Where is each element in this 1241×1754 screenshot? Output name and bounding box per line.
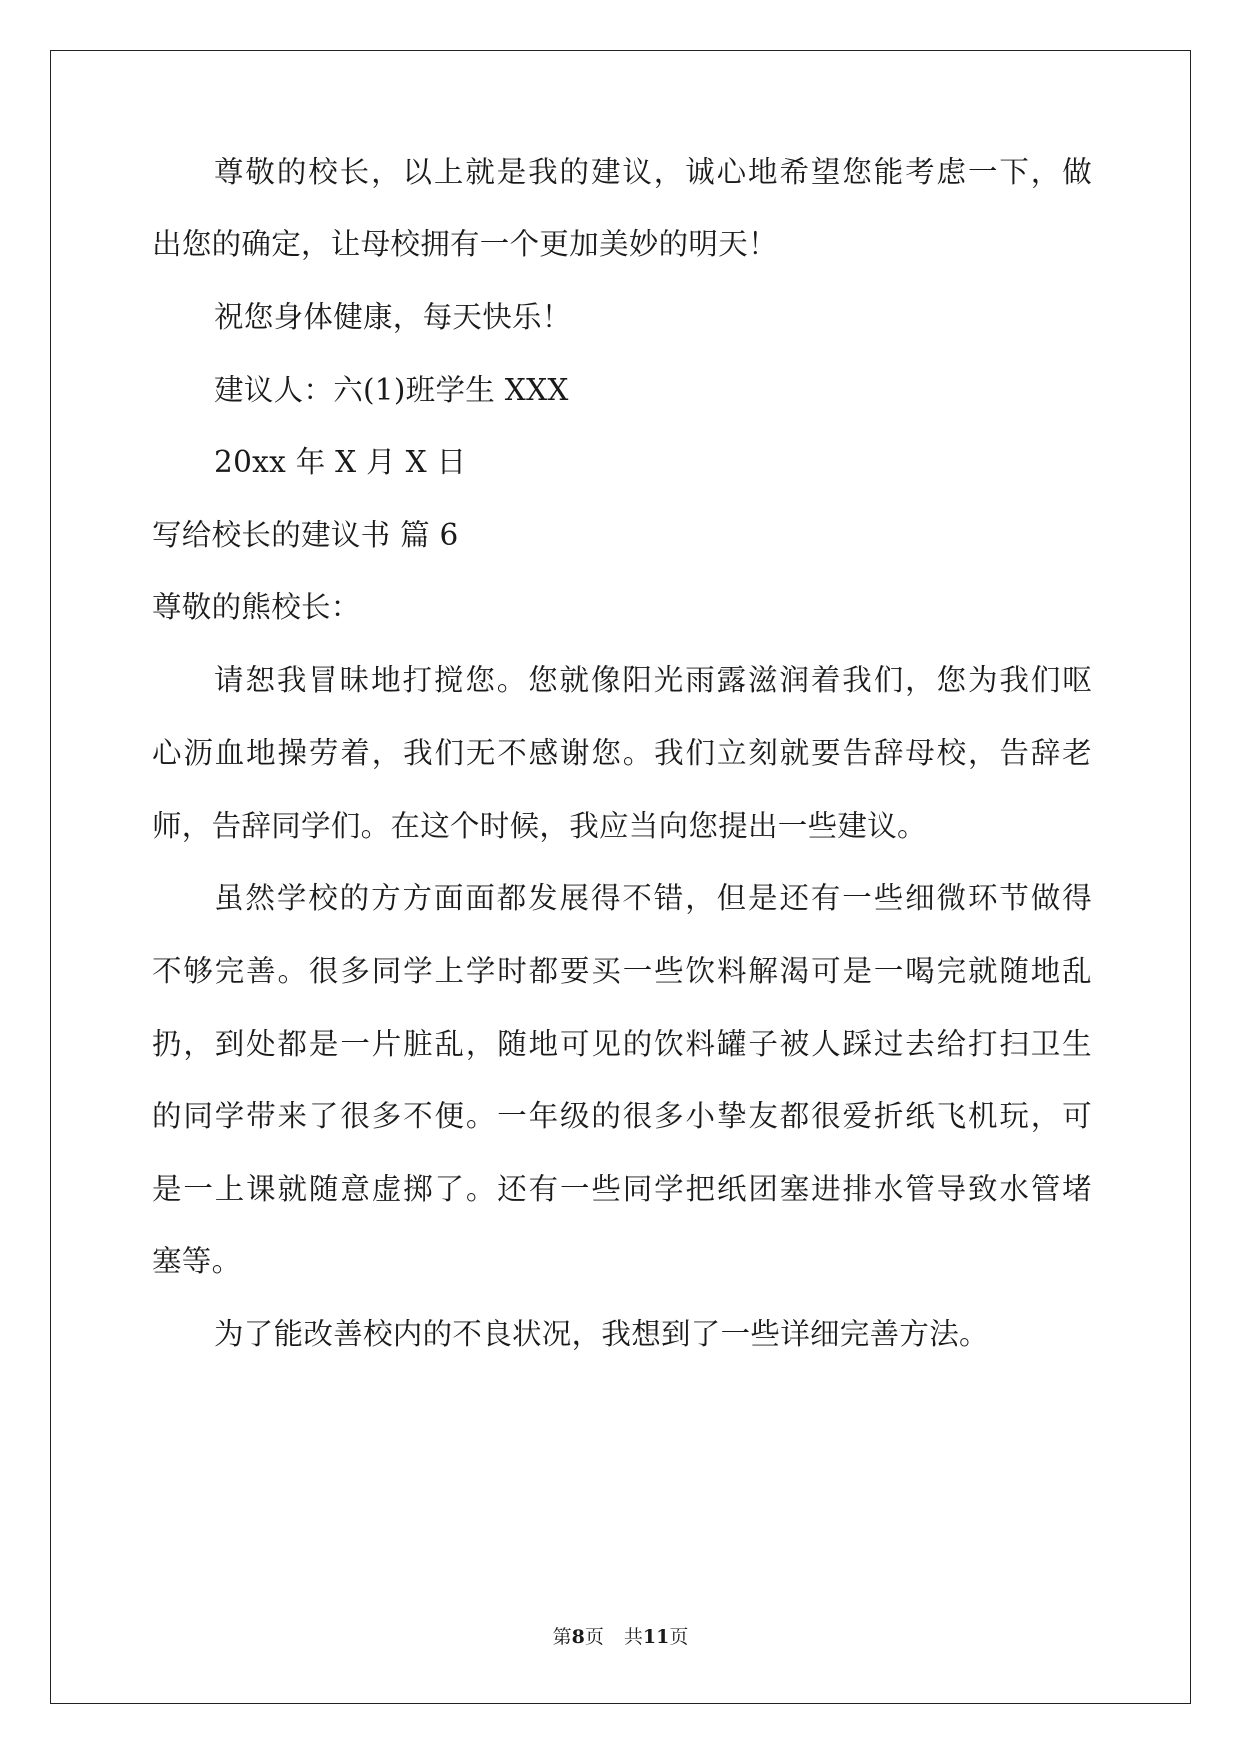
total-page-count: 11: [642, 1626, 670, 1648]
page-prefix: 第: [552, 1626, 572, 1648]
paragraph-line: 为了能改善校内的不良状况，我想到了一些详细完善方法。: [214, 1317, 989, 1351]
total-prefix: 共: [623, 1626, 643, 1648]
paragraph-line: 塞等。: [152, 1244, 242, 1278]
current-page-number: 8: [571, 1626, 585, 1648]
paragraph-line: 虽然学校的方方面面都发展得不错，但是还有一些细微环节做得: [214, 881, 1092, 915]
paragraph-line: 出您的确定，让母校拥有一个更加美妙的明天！: [152, 227, 778, 261]
page-unit: 页: [584, 1626, 604, 1648]
total-unit: 页: [669, 1626, 689, 1648]
paragraph-line: 尊敬的校长，以上就是我的建议，诚心地希望您能考虑一下，做: [214, 155, 1092, 189]
paragraph-line: 是一上课就随意虚掷了。还有一些同学把纸团塞进排水管导致水管堵: [152, 1172, 1092, 1206]
section-heading: 写给校长的建议书 篇 6: [152, 518, 459, 552]
paragraph-line: 的同学带来了很多不便。一年级的很多小挚友都很爱折纸飞机玩，可: [152, 1099, 1092, 1133]
salutation: 尊敬的熊校长：: [152, 590, 361, 624]
signature-date: 20xx 年 X 月 X 日: [214, 445, 467, 479]
signature-author: 建议人：六(1)班学生 XXX: [214, 373, 569, 407]
paragraph-line: 心沥血地操劳着，我们无不感谢您。我们立刻就要告辞母校，告辞老: [152, 736, 1092, 770]
paragraph-line: 师，告辞同学们。在这个时候，我应当向您提出一些建议。: [152, 809, 927, 843]
closing-greeting: 祝您身体健康，每天快乐！: [214, 300, 572, 334]
paragraph-line: 不够完善。很多同学上学时都要买一些饮料解渴可是一喝完就随地乱: [152, 954, 1092, 988]
paragraph-line: 扔，到处都是一片脏乱，随地可见的饮料罐子被人踩过去给打扫卫生: [152, 1027, 1092, 1061]
paragraph-line: 请恕我冒昧地打搅您。您就像阳光雨露滋润着我们，您为我们呕: [214, 663, 1092, 697]
page-footer: [0, 1625, 1241, 1649]
